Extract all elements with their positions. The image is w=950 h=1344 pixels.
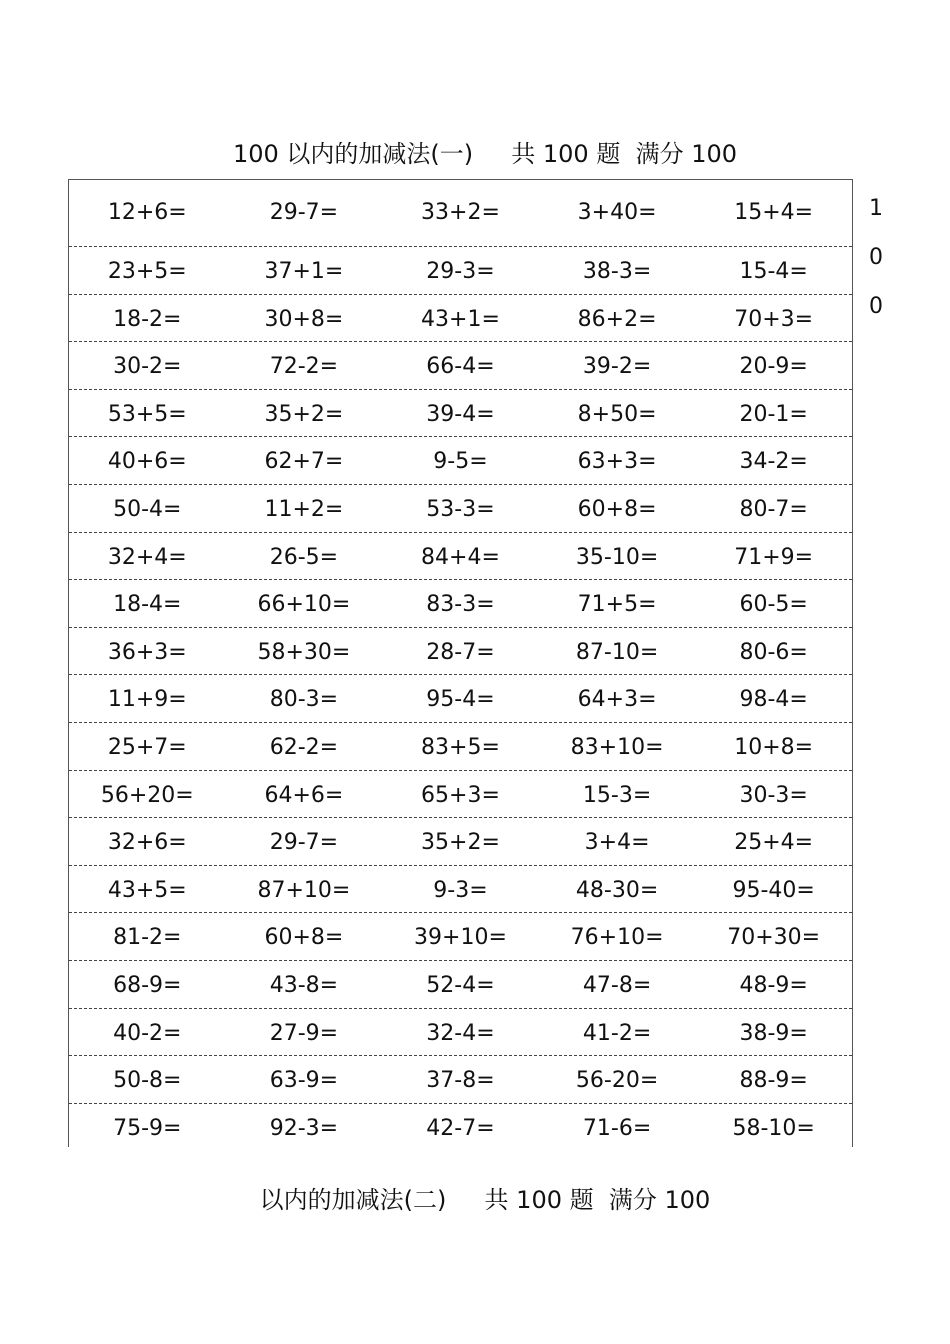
problem-cell: 25+7= [107, 735, 187, 760]
table-row [69, 437, 852, 485]
problem-cell: 66-4= [426, 354, 495, 380]
side-digit: 0 [869, 245, 883, 270]
table-row [69, 180, 852, 247]
problem-cell: 37+1= [264, 259, 344, 284]
table-row [69, 580, 852, 628]
table-row [69, 675, 852, 723]
side-digit: 1 [869, 196, 883, 221]
table-row [69, 1056, 852, 1104]
problem-cell: 37-8= [426, 1068, 495, 1094]
problem-cell: 29-7= [269, 200, 339, 225]
problem-cell: 95-40= [732, 877, 815, 903]
problem-cell: 32-4= [426, 1020, 495, 1046]
problem-cell: 81-2= [113, 925, 182, 951]
problem-cell: 86+2= [577, 306, 657, 332]
problem-cell: 92-3= [269, 1115, 339, 1141]
problem-cell: 68-9= [113, 973, 182, 998]
table-row [69, 913, 852, 961]
problem-cell: 66+10= [257, 592, 351, 618]
problem-cell: 80-3= [269, 687, 339, 713]
table-row [69, 866, 852, 914]
problem-cell: 36+3= [107, 639, 187, 665]
problem-cell: 35+2= [264, 401, 344, 427]
problem-cell: 60+8= [577, 497, 657, 522]
problem-cell: 26-5= [269, 544, 339, 570]
worksheet-title-2: 以内的加减法(二) 共 100 题 满分 100 [259, 1186, 711, 1214]
problem-cell: 12+6= [107, 200, 187, 225]
problem-cell: 63-9= [269, 1068, 339, 1094]
problem-cell: 15-3= [582, 782, 652, 808]
problem-cell: 98-4= [739, 687, 808, 713]
problem-cell: 3+4= [584, 830, 650, 856]
problem-cell: 56+20= [100, 782, 194, 808]
problem-cell: 10+8= [734, 735, 814, 760]
worksheet-title-1: 100 以内的加减法(一) 共 100 题 满分 100 [232, 140, 738, 168]
problem-cell: 15+4= [734, 200, 814, 225]
problem-cell: 43-8= [269, 973, 339, 998]
problem-cell: 35+2= [421, 830, 500, 856]
problem-cell: 72-2= [269, 354, 339, 380]
problem-table [68, 179, 853, 1147]
problem-cell: 71-6= [582, 1115, 652, 1141]
problem-cell: 28-7= [426, 639, 495, 665]
problem-cell: 40+6= [107, 449, 187, 475]
side-digit: 0 [869, 294, 883, 319]
problem-cell: 8+50= [577, 401, 657, 427]
problem-cell: 71+5= [577, 592, 657, 618]
table-row [69, 818, 852, 866]
problem-cell: 80-7= [739, 497, 808, 522]
problem-cell: 42-7= [426, 1115, 495, 1141]
problem-cell: 43+1= [421, 306, 500, 332]
problem-cell: 15-4= [739, 259, 808, 284]
problem-cell: 32+6= [107, 830, 187, 856]
problem-cell: 58-10= [732, 1115, 815, 1141]
problem-cell: 65+3= [421, 782, 500, 808]
problem-cell: 71+9= [734, 544, 814, 570]
problem-cell: 41-2= [582, 1020, 652, 1046]
problem-cell: 38-9= [739, 1020, 808, 1046]
table-row [69, 295, 852, 343]
problem-cell: 53-3= [426, 497, 495, 522]
problem-cell: 70+3= [734, 306, 814, 332]
problem-cell: 60+8= [264, 925, 344, 951]
problem-cell: 52-4= [426, 973, 495, 998]
problem-cell: 39-4= [426, 401, 495, 427]
problem-cell: 43+5= [107, 877, 187, 903]
table-row [69, 533, 852, 581]
problem-cell: 76+10= [570, 925, 664, 951]
problem-cell: 27-9= [269, 1020, 339, 1046]
problem-cell: 34-2= [739, 449, 808, 475]
problem-cell: 32+4= [107, 544, 187, 570]
problem-cell: 40-2= [113, 1020, 182, 1046]
table-row [69, 1009, 852, 1057]
table-row [69, 1104, 852, 1152]
problem-cell: 95-4= [426, 687, 495, 713]
problem-cell: 38-3= [582, 259, 652, 284]
problem-cell: 18-2= [113, 306, 182, 332]
problem-cell: 84+4= [421, 544, 500, 570]
problem-cell: 48-30= [575, 877, 659, 903]
problem-cell: 80-6= [739, 639, 808, 665]
problem-cell: 87+10= [257, 877, 351, 903]
problem-cell: 88-9= [739, 1068, 808, 1094]
problem-cell: 47-8= [582, 973, 652, 998]
problem-cell: 58+30= [257, 639, 351, 665]
problem-cell: 30-3= [739, 782, 808, 808]
problem-cell: 20-1= [739, 401, 808, 427]
problem-cell: 30+8= [264, 306, 344, 332]
problem-cell: 75-9= [113, 1115, 182, 1141]
problem-cell: 64+3= [577, 687, 657, 713]
problem-cell: 50-4= [113, 497, 182, 522]
problem-cell: 83+10= [570, 735, 664, 760]
problem-cell: 50-8= [113, 1068, 182, 1094]
problem-cell: 3+40= [577, 200, 657, 225]
problem-cell: 53+5= [107, 401, 187, 427]
problem-cell: 9-3= [433, 877, 488, 903]
side-score-label [866, 184, 886, 331]
table-row [69, 342, 852, 390]
table-row [69, 771, 852, 819]
table-row [69, 723, 852, 771]
problem-cell: 83+5= [421, 735, 500, 760]
problem-cell: 39-2= [582, 354, 652, 380]
problem-cell: 64+6= [264, 782, 344, 808]
problem-cell: 23+5= [107, 259, 187, 284]
problem-cell: 39+10= [414, 925, 507, 951]
problem-cell: 35-10= [575, 544, 659, 570]
problem-cell: 70+30= [727, 925, 821, 951]
problem-cell: 29-7= [269, 830, 339, 856]
problem-cell: 11+2= [264, 497, 344, 522]
problem-cell: 83-3= [426, 592, 495, 618]
problem-cell: 9-5= [433, 449, 488, 475]
problem-cell: 56-20= [575, 1068, 659, 1094]
problem-cell: 62-2= [269, 735, 339, 760]
problem-cell: 11+9= [107, 687, 187, 713]
problem-cell: 62+7= [264, 449, 344, 475]
problem-cell: 30-2= [113, 354, 182, 380]
problem-cell: 63+3= [577, 449, 657, 475]
table-row [69, 390, 852, 438]
table-row [69, 247, 852, 295]
problem-cell: 25+4= [734, 830, 814, 856]
problem-cell: 18-4= [113, 592, 182, 618]
problem-cell: 20-9= [739, 354, 808, 380]
table-row [69, 961, 852, 1009]
problem-cell: 33+2= [421, 200, 500, 225]
table-row [69, 485, 852, 533]
table-row [69, 628, 852, 676]
problem-cell: 60-5= [739, 592, 808, 618]
problem-cell: 48-9= [739, 973, 808, 998]
problem-cell: 29-3= [426, 259, 495, 284]
problem-cell: 87-10= [575, 639, 659, 665]
